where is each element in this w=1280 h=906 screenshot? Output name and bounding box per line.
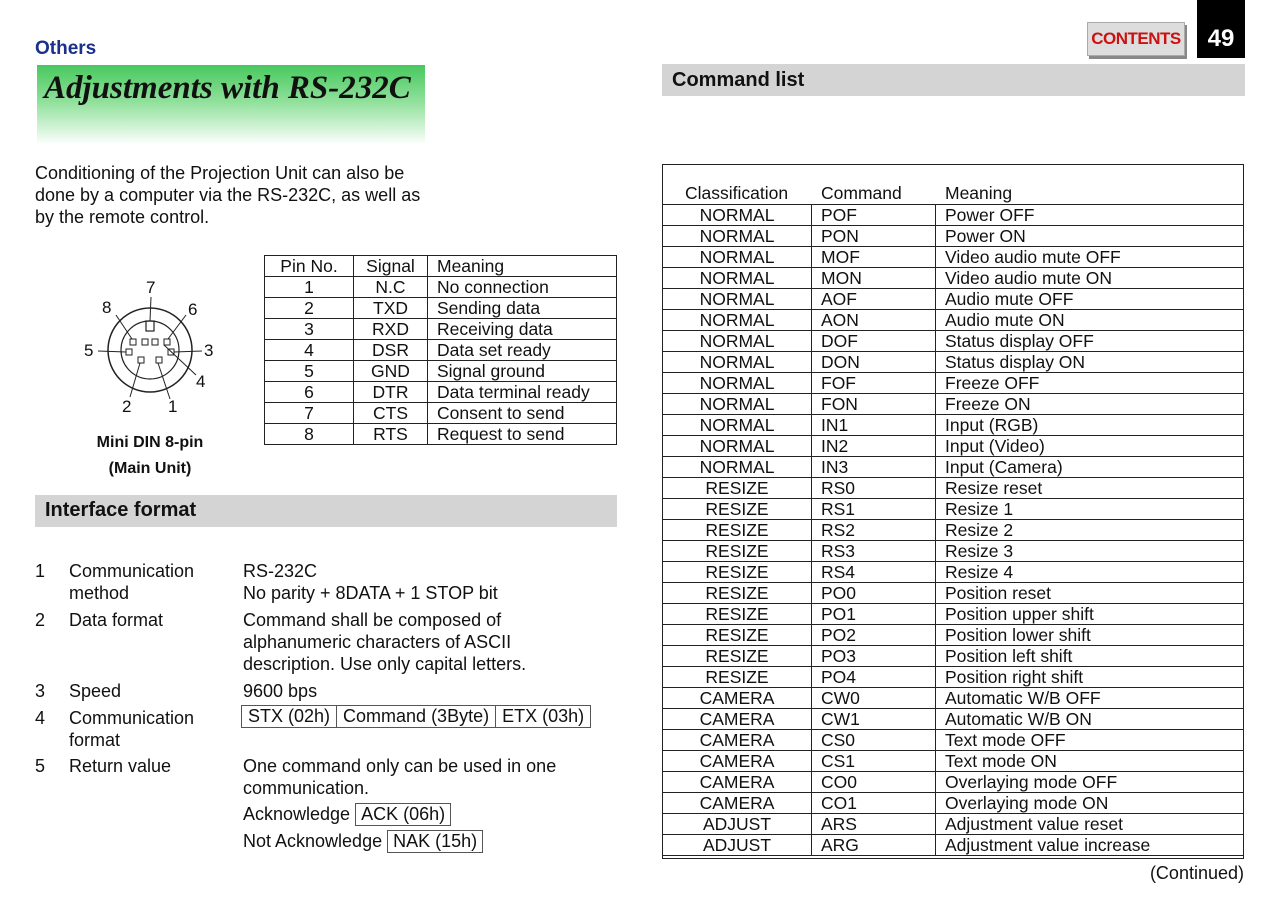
meaning-cell: Signal ground: [428, 361, 617, 382]
classification-cell: RESIZE: [663, 562, 812, 583]
meaning-cell: Video audio mute OFF: [936, 247, 1244, 268]
meaning-cell: Freeze OFF: [936, 373, 1244, 394]
pin-table-row: [265, 382, 617, 403]
classification-cell: CAMERA: [663, 793, 812, 814]
command-cell: DON: [812, 352, 936, 373]
classification-cell: RESIZE: [663, 520, 812, 541]
pin-label-5: 5: [84, 341, 94, 360]
classification-cell: NORMAL: [663, 457, 812, 478]
page-number: 49: [1197, 0, 1245, 58]
classification-cell: NORMAL: [663, 352, 812, 373]
classification-cell: NORMAL: [663, 310, 812, 331]
classification-cell: NORMAL: [663, 436, 812, 457]
interface-item-5-value: One command only can be used in one communication.: [243, 756, 557, 798]
meaning-cell: Input (Video): [936, 436, 1244, 457]
pin-2-socket: [138, 357, 144, 363]
command-cell: ARG: [812, 835, 936, 856]
ack-row: [243, 803, 451, 826]
meaning-cell: Automatic W/B ON: [936, 709, 1244, 730]
classification-cell: NORMAL: [663, 205, 812, 226]
command-row: [663, 247, 1244, 268]
pin-5-socket: [126, 349, 132, 355]
interface-item-5-label: Return value: [69, 756, 172, 776]
classification-cell: CAMERA: [663, 751, 812, 772]
classification-cell: CAMERA: [663, 688, 812, 709]
interface-item-2-value: Command shall be composed of alphanumeric characters of ASCII description. Use only capital letters.: [243, 610, 527, 674]
command-cell: IN2: [812, 436, 936, 457]
meaning-cell: Position left shift: [936, 646, 1244, 667]
meaning-cell: Video audio mute ON: [936, 268, 1244, 289]
command-cell: RS4: [812, 562, 936, 583]
format-etx: ETX (03h): [495, 706, 590, 727]
command-header-meaning: Meaning: [945, 183, 1013, 203]
command-row: [663, 268, 1244, 289]
command-cell: PO2: [812, 625, 936, 646]
meaning-cell: Data terminal ready: [428, 382, 617, 403]
command-cell: PON: [812, 226, 936, 247]
signal-cell: N.C: [354, 277, 428, 298]
classification-cell: RESIZE: [663, 541, 812, 562]
classification-cell: NORMAL: [663, 373, 812, 394]
pin-8-leader: [116, 315, 132, 339]
signal-cell: Signal: [354, 256, 428, 277]
command-cell: IN3: [812, 457, 936, 478]
command-row: [663, 751, 1244, 772]
communication-format-boxes: [241, 705, 591, 728]
meaning-cell: Automatic W/B OFF: [936, 688, 1244, 709]
command-row: [663, 499, 1244, 520]
pin-table-row: [265, 298, 617, 319]
command-row: [663, 772, 1244, 793]
pin-table-row: [265, 340, 617, 361]
command-row: [663, 352, 1244, 373]
meaning-cell: Status display OFF: [936, 331, 1244, 352]
interface-item-5-num: 5: [35, 756, 46, 776]
pin-8-socket: [130, 339, 136, 345]
interface-item-1-label: Communication method: [69, 561, 195, 603]
command-row: [663, 289, 1244, 310]
format-command: Command (3Byte): [336, 706, 495, 727]
command-row: [663, 331, 1244, 352]
command-row: [663, 688, 1244, 709]
classification-cell: NORMAL: [663, 247, 812, 268]
meaning-cell: Audio mute OFF: [936, 289, 1244, 310]
classification-cell: NORMAL: [663, 394, 812, 415]
pin-table-row: [265, 403, 617, 424]
pin-table-row: [265, 424, 617, 445]
pin-no-cell: 8: [265, 424, 354, 445]
command-row: [663, 457, 1244, 478]
command-row: [663, 646, 1244, 667]
classification-cell: CAMERA: [663, 772, 812, 793]
signal-cell: TXD: [354, 298, 428, 319]
command-row: [663, 562, 1244, 583]
classification-cell: RESIZE: [663, 499, 812, 520]
pin-no-cell: 5: [265, 361, 354, 382]
command-row: [663, 583, 1244, 604]
command-cell: PO3: [812, 646, 936, 667]
pin-label-4: 4: [196, 372, 206, 391]
classification-cell: RESIZE: [663, 604, 812, 625]
meaning-cell: Position right shift: [936, 667, 1244, 688]
command-cell: RS0: [812, 478, 936, 499]
command-cell: MON: [812, 268, 936, 289]
command-cell: CS1: [812, 751, 936, 772]
classification-cell: ADJUST: [663, 814, 812, 835]
command-row: [663, 604, 1244, 625]
command-row: [663, 310, 1244, 331]
command-row: [663, 814, 1244, 835]
meaning-cell: Adjustment value reset: [936, 814, 1244, 835]
meaning-cell: No connection: [428, 277, 617, 298]
command-cell: CW1: [812, 709, 936, 730]
pin-7-socket: [142, 339, 148, 345]
command-row: [663, 709, 1244, 730]
classification-cell: RESIZE: [663, 625, 812, 646]
pin-no-cell: 1: [265, 277, 354, 298]
command-cell: CS0: [812, 730, 936, 751]
pin-no-cell: 2: [265, 298, 354, 319]
signal-cell: DSR: [354, 340, 428, 361]
meaning-cell: Power ON: [936, 226, 1244, 247]
interface-item-3-value: 9600 bps: [243, 681, 318, 701]
interface-item-4-num: 4: [35, 708, 46, 728]
ack-value: ACK (06h): [355, 803, 451, 826]
meaning-cell: Status display ON: [936, 352, 1244, 373]
meaning-cell: Position lower shift: [936, 625, 1244, 646]
meaning-cell: Audio mute ON: [936, 310, 1244, 331]
pin-1-leader: [158, 363, 170, 399]
meaning-cell: Resize 4: [936, 562, 1244, 583]
meaning-cell: Meaning: [428, 256, 617, 277]
meaning-cell: Consent to send: [428, 403, 617, 424]
command-cell: RS1: [812, 499, 936, 520]
nak-value: NAK (15h): [387, 830, 483, 853]
meaning-cell: Position reset: [936, 583, 1244, 604]
interface-item-3-label: Speed: [69, 681, 122, 701]
pin-label-2: 2: [122, 397, 132, 416]
command-cell: AOF: [812, 289, 936, 310]
command-cell: MOF: [812, 247, 936, 268]
connector-caption-line1: Mini DIN 8-pin: [96, 434, 204, 451]
command-row: [663, 436, 1244, 457]
command-cell: PO1: [812, 604, 936, 625]
command-row: [663, 541, 1244, 562]
signal-cell: DTR: [354, 382, 428, 403]
pin-no-cell: 7: [265, 403, 354, 424]
command-row: [663, 730, 1244, 751]
pin-7-leader: [150, 297, 151, 321]
meaning-cell: Sending data: [428, 298, 617, 319]
classification-cell: RESIZE: [663, 667, 812, 688]
command-row: [663, 793, 1244, 814]
meaning-cell: Input (Camera): [936, 457, 1244, 478]
command-cell: CO0: [812, 772, 936, 793]
command-header-classification: Classification: [685, 183, 789, 203]
intro-text: Conditioning of the Projection Unit can also be done by a computer via the RS-232C, as well as by the remote control.: [35, 163, 421, 227]
pin-label-3: 3: [204, 341, 214, 360]
contents-button[interactable]: CONTENTS: [1087, 22, 1185, 56]
command-row: [663, 394, 1244, 415]
classification-cell: RESIZE: [663, 478, 812, 499]
interface-item-3-num: 3: [35, 681, 46, 701]
pin-label-8: 8: [102, 298, 112, 317]
mini-din-connector-diagram: [80, 275, 230, 425]
meaning-cell: Power OFF: [936, 205, 1244, 226]
continued-note: (Continued): [1149, 863, 1244, 883]
interface-format-heading: Interface format: [35, 495, 617, 527]
command-cell: CO1: [812, 793, 936, 814]
pin-label-1: 1: [168, 397, 178, 416]
pin-table-row: [265, 319, 617, 340]
classification-cell: NORMAL: [663, 268, 812, 289]
section-label: Others: [35, 38, 97, 59]
pin-no-cell: 6: [265, 382, 354, 403]
command-row: [663, 226, 1244, 247]
classification-cell: RESIZE: [663, 646, 812, 667]
meaning-cell: Freeze ON: [936, 394, 1244, 415]
page-title: Adjustments with RS-232C: [44, 70, 411, 106]
classification-cell: ADJUST: [663, 835, 812, 856]
meaning-cell: Text mode ON: [936, 751, 1244, 772]
meaning-cell: Resize 3: [936, 541, 1244, 562]
classification-cell: CAMERA: [663, 730, 812, 751]
command-table: [662, 204, 1244, 856]
command-row: [663, 205, 1244, 226]
meaning-cell: Receiving data: [428, 319, 617, 340]
pin-3-leader: [174, 351, 202, 352]
pin-1-socket: [156, 357, 162, 363]
meaning-cell: Resize 2: [936, 520, 1244, 541]
pin-table-row: [265, 277, 617, 298]
meaning-cell: Data set ready: [428, 340, 617, 361]
command-cell: IN1: [812, 415, 936, 436]
command-cell: FOF: [812, 373, 936, 394]
command-cell: CW0: [812, 688, 936, 709]
connector-caption-line2: (Main Unit): [108, 460, 192, 477]
classification-cell: NORMAL: [663, 415, 812, 436]
signal-cell: RTS: [354, 424, 428, 445]
classification-cell: RESIZE: [663, 583, 812, 604]
meaning-cell: Overlaying mode ON: [936, 793, 1244, 814]
command-list-heading: Command list: [662, 64, 1245, 96]
pin-label-7: 7: [146, 278, 156, 297]
command-row: [663, 373, 1244, 394]
classification-cell: CAMERA: [663, 709, 812, 730]
command-cell: PO4: [812, 667, 936, 688]
interface-item-1-value: RS-232C No parity + 8DATA + 1 STOP bit: [243, 561, 498, 603]
pin-no-cell: 4: [265, 340, 354, 361]
pin-2-leader: [130, 363, 140, 397]
pin-no-cell: 3: [265, 319, 354, 340]
command-cell: DOF: [812, 331, 936, 352]
connector-inner-ring: [121, 321, 179, 379]
pin-table-header: [265, 256, 617, 277]
command-cell: RS2: [812, 520, 936, 541]
meaning-cell: Overlaying mode OFF: [936, 772, 1244, 793]
command-cell: PO0: [812, 583, 936, 604]
interface-item-1-num: 1: [35, 561, 46, 581]
interface-item-4-label: Communication format: [69, 708, 195, 750]
ack-label: Acknowledge: [243, 804, 351, 824]
meaning-cell: Adjustment value increase: [936, 835, 1244, 856]
command-cell: FON: [812, 394, 936, 415]
pin-table-row: [265, 361, 617, 382]
interface-item-2-num: 2: [35, 610, 46, 630]
signal-cell: GND: [354, 361, 428, 382]
connector-key: [146, 321, 154, 331]
meaning-cell: Request to send: [428, 424, 617, 445]
classification-cell: NORMAL: [663, 331, 812, 352]
command-cell: ARS: [812, 814, 936, 835]
signal-cell: CTS: [354, 403, 428, 424]
command-cell: POF: [812, 205, 936, 226]
signal-cell: RXD: [354, 319, 428, 340]
pin-no-cell: Pin No.: [265, 256, 354, 277]
interface-item-2-label: Data format: [69, 610, 164, 630]
nak-label: Not Acknowledge: [243, 831, 383, 851]
nak-row: [243, 830, 483, 853]
meaning-cell: Resize reset: [936, 478, 1244, 499]
command-cell: AON: [812, 310, 936, 331]
command-row: [663, 415, 1244, 436]
meaning-cell: Position upper shift: [936, 604, 1244, 625]
pin-table: [264, 255, 617, 445]
classification-cell: NORMAL: [663, 226, 812, 247]
pin-6-socket: [164, 339, 170, 345]
pin-7b-socket: [152, 339, 158, 345]
command-row: [663, 520, 1244, 541]
classification-cell: NORMAL: [663, 289, 812, 310]
command-row: [663, 667, 1244, 688]
meaning-cell: Input (RGB): [936, 415, 1244, 436]
pin-label-6: 6: [188, 300, 198, 319]
command-cell: RS3: [812, 541, 936, 562]
command-row: [663, 625, 1244, 646]
command-header-command: Command: [821, 183, 902, 203]
command-row: [663, 478, 1244, 499]
format-stx: STX (02h): [248, 706, 331, 726]
command-row: [663, 835, 1244, 856]
meaning-cell: Text mode OFF: [936, 730, 1244, 751]
pin-5-leader: [98, 351, 126, 352]
meaning-cell: Resize 1: [936, 499, 1244, 520]
